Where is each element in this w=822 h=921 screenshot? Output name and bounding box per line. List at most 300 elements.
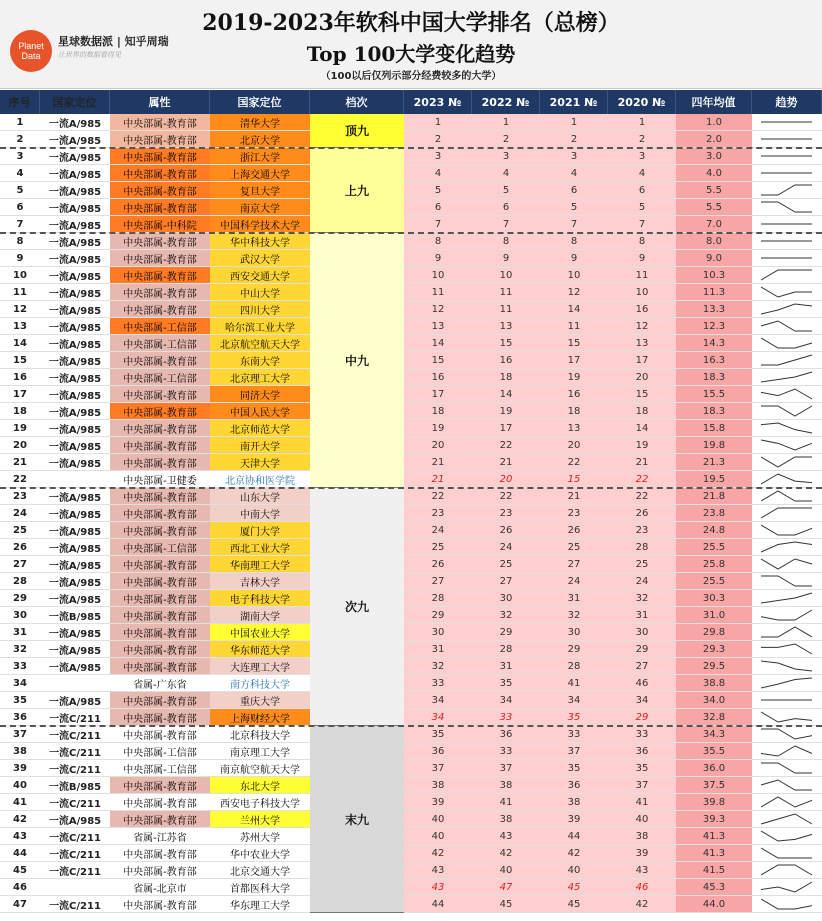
rank-2021: 19 <box>540 369 608 386</box>
university-name: 华中科技大学 <box>210 233 310 250</box>
trend-sparkline <box>752 352 822 369</box>
university-name: 湖南大学 <box>210 607 310 624</box>
table-row <box>0 386 822 403</box>
four-year-avg: 14.3 <box>676 335 752 352</box>
rank-number: 4 <box>0 165 40 182</box>
trend-sparkline <box>752 658 822 675</box>
university-name: 清华大学 <box>210 114 310 131</box>
rank-number: 44 <box>0 845 40 862</box>
attr-cell: 中央部属-教育部 <box>110 386 210 403</box>
page-note: （100以后仅列示部分经费较多的大学） <box>320 71 502 82</box>
attr-cell: 中央部属-教育部 <box>110 114 210 131</box>
table-row <box>0 437 822 454</box>
university-name: 中南大学 <box>210 505 310 522</box>
attr-cell: 中央部属-教育部 <box>110 692 210 709</box>
four-year-avg: 36.0 <box>676 760 752 777</box>
university-name: 华东理工大学 <box>210 896 310 913</box>
rank-2020: 41 <box>608 794 676 811</box>
four-year-avg: 32.8 <box>676 709 752 726</box>
attr-cell: 中央部属-教育部 <box>110 301 210 318</box>
attr-cell: 中央部属-教育部 <box>110 777 210 794</box>
rank-number: 15 <box>0 352 40 369</box>
level-cell: 一流C/211 <box>40 845 110 862</box>
rank-2022: 28 <box>472 641 540 658</box>
trend-sparkline <box>752 403 822 420</box>
rank-2020: 36 <box>608 743 676 760</box>
rank-2022: 14 <box>472 386 540 403</box>
table-row <box>0 403 822 420</box>
level-cell: 一流A/985 <box>40 488 110 505</box>
rank-2022: 8 <box>472 233 540 250</box>
level-cell: 一流A/985 <box>40 301 110 318</box>
table-row <box>0 335 822 352</box>
rank-2021: 3 <box>540 148 608 165</box>
level-cell: 一流A/985 <box>40 216 110 233</box>
trend-sparkline <box>752 369 822 386</box>
trend-line <box>761 814 812 824</box>
rank-2023: 44 <box>404 896 472 913</box>
rank-2023: 7 <box>404 216 472 233</box>
four-year-avg: 34.0 <box>676 692 752 709</box>
university-name: 哈尔滨工业大学 <box>210 318 310 335</box>
rank-number: 34 <box>0 675 40 692</box>
rank-2021: 23 <box>540 505 608 522</box>
trend-line <box>761 338 812 348</box>
four-year-avg: 15.8 <box>676 420 752 437</box>
col-header-level: 国家定位 <box>40 90 110 114</box>
rank-2020: 14 <box>608 420 676 437</box>
trend-sparkline <box>752 896 822 913</box>
rank-2020: 40 <box>608 811 676 828</box>
trend-line <box>761 899 812 909</box>
university-name: 上海交通大学 <box>210 165 310 182</box>
level-cell: 一流C/211 <box>40 828 110 845</box>
rank-2021: 11 <box>540 318 608 335</box>
university-name: 北京理工大学 <box>210 369 310 386</box>
col-header-tier: 档次 <box>310 90 404 114</box>
attr-cell: 中央部属-教育部 <box>110 573 210 590</box>
level-cell: 一流A/985 <box>40 692 110 709</box>
attr-cell: 中央部属-工信部 <box>110 743 210 760</box>
trend-sparkline <box>752 386 822 403</box>
rank-2023: 25 <box>404 539 472 556</box>
level-cell: 一流C/211 <box>40 794 110 811</box>
rank-2021: 17 <box>540 352 608 369</box>
rank-number: 31 <box>0 624 40 641</box>
table-row <box>0 845 822 862</box>
table-row <box>0 658 822 675</box>
trend-sparkline <box>752 131 822 148</box>
rank-2021: 38 <box>540 794 608 811</box>
attr-cell: 中央部属-教育部 <box>110 165 210 182</box>
attr-cell: 中央部属-教育部 <box>110 182 210 199</box>
level-cell: 一流A/985 <box>40 352 110 369</box>
rank-number: 33 <box>0 658 40 675</box>
rank-2022: 29 <box>472 624 540 641</box>
trend-line <box>761 627 812 637</box>
rank-2022: 15 <box>472 335 540 352</box>
table-row <box>0 284 822 301</box>
rank-2020: 43 <box>608 862 676 879</box>
trend-line <box>761 474 812 484</box>
table-row <box>0 726 822 743</box>
level-cell: 一流C/211 <box>40 862 110 879</box>
trend-line <box>761 525 812 535</box>
four-year-avg: 18.3 <box>676 369 752 386</box>
table-row <box>0 267 822 284</box>
level-cell: 一流A/985 <box>40 641 110 658</box>
four-year-avg: 44.0 <box>676 896 752 913</box>
rank-2021: 2 <box>540 131 608 148</box>
trend-line <box>761 457 812 467</box>
rank-2022: 25 <box>472 556 540 573</box>
trend-line <box>761 321 812 331</box>
attr-cell: 中央部属-教育部 <box>110 522 210 539</box>
rank-2020: 29 <box>608 641 676 658</box>
rank-2021: 32 <box>540 607 608 624</box>
trend-sparkline <box>752 743 822 760</box>
rank-2021: 18 <box>540 403 608 420</box>
level-cell <box>40 879 110 896</box>
university-name: 苏州大学 <box>210 828 310 845</box>
table-row <box>0 522 822 539</box>
trend-line <box>761 542 812 552</box>
rank-2023: 33 <box>404 675 472 692</box>
rank-2020: 46 <box>608 675 676 692</box>
rank-number: 17 <box>0 386 40 403</box>
rank-2020: 11 <box>608 267 676 284</box>
level-cell: 一流B/985 <box>40 607 110 624</box>
level-cell: 一流A/985 <box>40 199 110 216</box>
trend-line <box>761 287 812 297</box>
rank-2023: 12 <box>404 301 472 318</box>
trend-sparkline <box>752 522 822 539</box>
rank-2023: 24 <box>404 522 472 539</box>
rank-2021: 44 <box>540 828 608 845</box>
rank-2022: 33 <box>472 743 540 760</box>
rank-2023: 28 <box>404 590 472 607</box>
university-name: 重庆大学 <box>210 692 310 709</box>
rank-number: 39 <box>0 760 40 777</box>
tier-label: 上九 <box>310 148 404 233</box>
rank-2022: 45 <box>472 896 540 913</box>
trend-line <box>761 780 812 790</box>
trend-sparkline <box>752 811 822 828</box>
planet-data-logo: Planet Data <box>10 30 52 72</box>
four-year-avg: 29.8 <box>676 624 752 641</box>
trend-line <box>761 865 812 875</box>
four-year-avg: 3.0 <box>676 148 752 165</box>
four-year-avg: 38.8 <box>676 675 752 692</box>
level-cell: 一流A/985 <box>40 420 110 437</box>
university-name: 复旦大学 <box>210 182 310 199</box>
four-year-avg: 15.5 <box>676 386 752 403</box>
rank-2022: 22 <box>472 437 540 454</box>
rank-2023: 3 <box>404 148 472 165</box>
university-name: 华中农业大学 <box>210 845 310 862</box>
trend-sparkline <box>752 454 822 471</box>
rank-number: 8 <box>0 233 40 250</box>
col-header-2020: 2020 № <box>608 90 676 114</box>
table-row <box>0 760 822 777</box>
table-row <box>0 352 822 369</box>
rank-2021: 4 <box>540 165 608 182</box>
rank-2023: 17 <box>404 386 472 403</box>
four-year-avg: 29.3 <box>676 641 752 658</box>
col-header-avg: 四年均值 <box>676 90 752 114</box>
trend-sparkline <box>752 267 822 284</box>
trend-line <box>761 610 812 620</box>
trend-sparkline <box>752 505 822 522</box>
col-header-trend: 趋势 <box>752 90 822 114</box>
university-name: 中国科学技术大学 <box>210 216 310 233</box>
table-row <box>0 471 822 488</box>
rank-number: 1 <box>0 114 40 131</box>
four-year-avg: 10.3 <box>676 267 752 284</box>
table-body <box>0 114 822 913</box>
four-year-avg: 1.0 <box>676 114 752 131</box>
table-row <box>0 590 822 607</box>
university-name: 东北大学 <box>210 777 310 794</box>
rank-number: 42 <box>0 811 40 828</box>
rank-2020: 27 <box>608 658 676 675</box>
rank-2021: 25 <box>540 539 608 556</box>
attr-cell: 中央部属-教育部 <box>110 267 210 284</box>
rank-2020: 15 <box>608 386 676 403</box>
trend-line <box>761 831 812 841</box>
level-cell: 一流A/985 <box>40 131 110 148</box>
trend-sparkline <box>752 692 822 709</box>
rank-2020: 6 <box>608 182 676 199</box>
level-cell: 一流A/985 <box>40 250 110 267</box>
table-row <box>0 709 822 726</box>
trend-line <box>761 797 812 807</box>
trend-sparkline <box>752 233 822 250</box>
rank-2020: 28 <box>608 539 676 556</box>
table-row <box>0 879 822 896</box>
rank-2023: 34 <box>404 692 472 709</box>
trend-line <box>761 270 812 280</box>
four-year-avg: 7.0 <box>676 216 752 233</box>
four-year-avg: 30.3 <box>676 590 752 607</box>
table-row <box>0 743 822 760</box>
rank-2023: 29 <box>404 607 472 624</box>
level-cell: 一流A/985 <box>40 267 110 284</box>
col-header-2022: 2022 № <box>472 90 540 114</box>
table-row <box>0 182 822 199</box>
rank-2022: 16 <box>472 352 540 369</box>
trend-line <box>761 593 812 603</box>
rank-number: 36 <box>0 709 40 726</box>
rank-2023: 36 <box>404 743 472 760</box>
rank-2021: 31 <box>540 590 608 607</box>
university-name: 华南理工大学 <box>210 556 310 573</box>
attr-cell: 中央部属-教育部 <box>110 420 210 437</box>
rank-2020: 25 <box>608 556 676 573</box>
rank-2023: 26 <box>404 556 472 573</box>
table-row <box>0 216 822 233</box>
rank-number: 20 <box>0 437 40 454</box>
rank-2020: 19 <box>608 437 676 454</box>
rank-2020: 21 <box>608 454 676 471</box>
attr-cell: 中央部属-教育部 <box>110 658 210 675</box>
rank-2023: 35 <box>404 726 472 743</box>
rank-2022: 22 <box>472 488 540 505</box>
attr-cell: 中央部属-工信部 <box>110 760 210 777</box>
rank-2023: 31 <box>404 641 472 658</box>
rank-2023: 5 <box>404 182 472 199</box>
table-row <box>0 641 822 658</box>
four-year-avg: 41.5 <box>676 862 752 879</box>
trend-sparkline <box>752 556 822 573</box>
rank-2020: 9 <box>608 250 676 267</box>
attr-cell: 中央部属-教育部 <box>110 131 210 148</box>
level-cell: 一流A/985 <box>40 369 110 386</box>
attr-cell: 中央部属-教育部 <box>110 607 210 624</box>
attr-cell: 中央部属-教育部 <box>110 896 210 913</box>
rank-2022: 47 <box>472 879 540 896</box>
trend-line <box>761 355 812 365</box>
rank-number: 9 <box>0 250 40 267</box>
trend-sparkline <box>752 284 822 301</box>
four-year-avg: 31.0 <box>676 607 752 624</box>
rank-2023: 15 <box>404 352 472 369</box>
level-cell: 一流C/211 <box>40 896 110 913</box>
rank-number: 7 <box>0 216 40 233</box>
level-cell: 一流A/985 <box>40 811 110 828</box>
attr-cell: 中央部属-教育部 <box>110 352 210 369</box>
university-name: 北京交通大学 <box>210 862 310 879</box>
university-name: 兰州大学 <box>210 811 310 828</box>
rank-2022: 13 <box>472 318 540 335</box>
trend-line <box>761 304 812 314</box>
rank-2020: 24 <box>608 573 676 590</box>
rank-2020: 16 <box>608 301 676 318</box>
level-cell: 一流A/985 <box>40 624 110 641</box>
attr-cell: 中央部属-教育部 <box>110 641 210 658</box>
trend-sparkline <box>752 420 822 437</box>
table-row <box>0 420 822 437</box>
university-name: 北京协和医学院 <box>210 471 310 488</box>
rank-2021: 5 <box>540 199 608 216</box>
rank-number: 11 <box>0 284 40 301</box>
rank-2023: 21 <box>404 471 472 488</box>
trend-line <box>761 882 812 892</box>
table-row <box>0 301 822 318</box>
rank-number: 35 <box>0 692 40 709</box>
four-year-avg: 41.3 <box>676 845 752 862</box>
table-row <box>0 556 822 573</box>
trend-sparkline <box>752 182 822 199</box>
rank-number: 41 <box>0 794 40 811</box>
table-row <box>0 318 822 335</box>
rank-number: 14 <box>0 335 40 352</box>
rank-number: 25 <box>0 522 40 539</box>
level-cell: 一流A/985 <box>40 590 110 607</box>
level-cell: 一流A/985 <box>40 233 110 250</box>
table-row <box>0 573 822 590</box>
rank-2020: 23 <box>608 522 676 539</box>
rank-2022: 30 <box>472 590 540 607</box>
attr-cell: 省属-江苏省 <box>110 828 210 845</box>
report-header <box>0 0 822 89</box>
rank-2023: 40 <box>404 828 472 845</box>
four-year-avg: 25.8 <box>676 556 752 573</box>
attr-cell: 中央部属-工信部 <box>110 318 210 335</box>
trend-sparkline <box>752 301 822 318</box>
rank-2022: 38 <box>472 777 540 794</box>
four-year-avg: 2.0 <box>676 131 752 148</box>
attr-cell: 中央部属-教育部 <box>110 845 210 862</box>
trend-line <box>761 202 812 212</box>
rank-2022: 5 <box>472 182 540 199</box>
university-name: 南开大学 <box>210 437 310 454</box>
attr-cell: 中央部属-教育部 <box>110 488 210 505</box>
rank-2020: 29 <box>608 709 676 726</box>
attr-cell: 中央部属-教育部 <box>110 284 210 301</box>
page-subtitle: Top 100大学变化趋势 <box>306 42 516 66</box>
attr-cell: 中央部属-教育部 <box>110 624 210 641</box>
trend-line <box>761 491 812 501</box>
trend-line <box>761 440 812 450</box>
rank-2022: 41 <box>472 794 540 811</box>
rank-2023: 4 <box>404 165 472 182</box>
four-year-avg: 21.8 <box>676 488 752 505</box>
rank-2020: 4 <box>608 165 676 182</box>
rank-2022: 37 <box>472 760 540 777</box>
trend-line <box>761 576 812 586</box>
four-year-avg: 21.3 <box>676 454 752 471</box>
rank-number: 21 <box>0 454 40 471</box>
rank-2020: 13 <box>608 335 676 352</box>
trend-sparkline <box>752 488 822 505</box>
rank-number: 2 <box>0 131 40 148</box>
trend-sparkline <box>752 471 822 488</box>
attr-cell: 中央部属-教育部 <box>110 590 210 607</box>
rank-2022: 7 <box>472 216 540 233</box>
trend-sparkline <box>752 845 822 862</box>
rank-2022: 11 <box>472 284 540 301</box>
rank-2022: 40 <box>472 862 540 879</box>
table-row <box>0 692 822 709</box>
rank-2023: 14 <box>404 335 472 352</box>
level-cell: 一流A/985 <box>40 454 110 471</box>
rank-2022: 32 <box>472 607 540 624</box>
rank-2021: 45 <box>540 896 608 913</box>
attr-cell: 中央部属-卫健委 <box>110 471 210 488</box>
rank-number: 27 <box>0 556 40 573</box>
university-name: 南京航空航天大学 <box>210 760 310 777</box>
rank-2021: 28 <box>540 658 608 675</box>
rank-number: 12 <box>0 301 40 318</box>
rank-number: 5 <box>0 182 40 199</box>
trend-sparkline <box>752 675 822 692</box>
table-row <box>0 828 822 845</box>
trend-sparkline <box>752 760 822 777</box>
rank-2022: 2 <box>472 131 540 148</box>
trend-line <box>761 559 812 569</box>
rank-2023: 30 <box>404 624 472 641</box>
page-title: 2019-2023年软科中国大学排名（总榜） <box>202 10 620 36</box>
table-row <box>0 148 822 165</box>
table-row <box>0 862 822 879</box>
university-name: 北京师范大学 <box>210 420 310 437</box>
level-cell: 一流A/985 <box>40 539 110 556</box>
rank-2023: 11 <box>404 284 472 301</box>
level-cell: 一流A/985 <box>40 437 110 454</box>
attr-cell: 中央部属-教育部 <box>110 403 210 420</box>
rank-number: 45 <box>0 862 40 879</box>
